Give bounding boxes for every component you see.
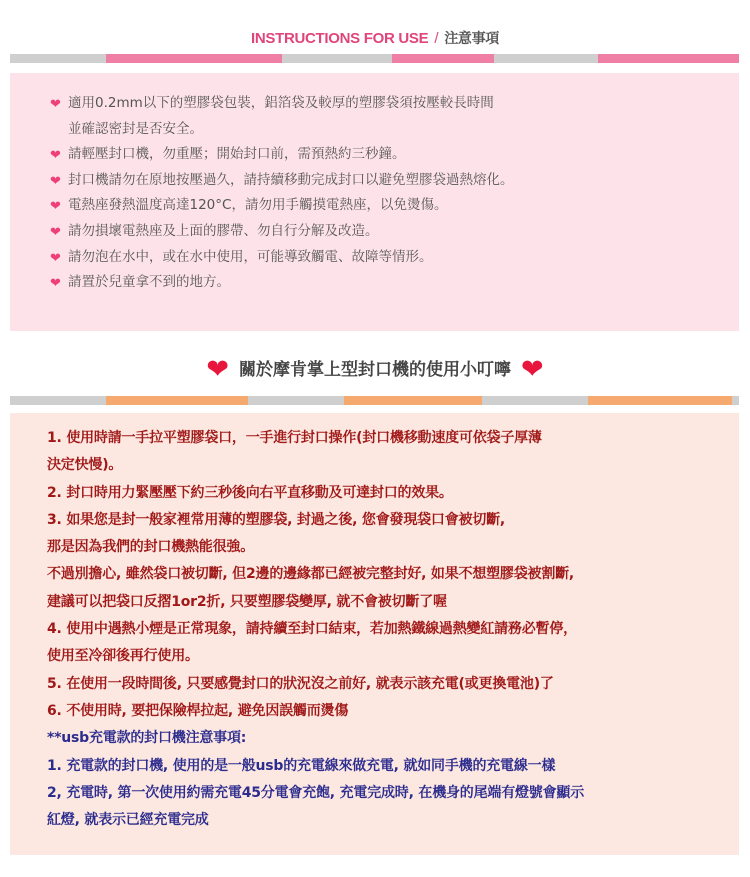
list-item xyxy=(50,270,739,296)
list-item xyxy=(50,91,739,117)
usage-tips-title-text: 關於摩肯掌上型封口機的使用小叮嚀 xyxy=(239,360,511,380)
instructions-list xyxy=(10,73,739,296)
list-item-text: 請輕壓封口機，勿重壓；開始封口前，需預熱約三秒鐘。 xyxy=(68,146,406,163)
list-item-text: 封口機請勿在原地按壓過久，請持續移動完成封口以避免塑膠袋過熱熔化。 xyxy=(68,171,514,188)
tip-line: 3. 如果您是封一般家裡常用薄的塑膠袋, 封過之後, 您會發現袋口會被切斷, xyxy=(47,511,506,528)
title-english: INSTRUCTIONS FOR USE xyxy=(250,30,429,47)
stripe-segment xyxy=(588,396,732,405)
stripe-segment xyxy=(344,396,482,405)
title-chinese: 注意事項 xyxy=(444,31,500,47)
tip-line: 2. 封口時用力緊壓壓下約三秒後向右平直移動及可達封口的效果。 xyxy=(47,484,453,501)
list-item-continuation xyxy=(50,117,739,143)
list-item xyxy=(50,168,739,194)
section2-divider-stripe xyxy=(10,396,739,405)
list-item-text: 適用0.2mm以下的塑膠袋包裝，鋁箔袋及較厚的塑膠袋須按壓較長時間 xyxy=(68,95,494,111)
section1-divider-stripe xyxy=(10,54,739,63)
stripe-segment xyxy=(732,396,739,405)
stripe-segment xyxy=(106,396,248,405)
tip-line: 決定快慢)。 xyxy=(47,457,123,474)
title-separator: / xyxy=(434,30,439,47)
list-item xyxy=(50,193,739,219)
heart-bullet-icon: ❤ xyxy=(50,250,61,266)
usb-note-line: 1. 充電款的封口機, 使用的是一般usb的充電線來做充電, 就如同手機的充電線一樣 xyxy=(47,757,556,774)
heart-bullet-icon: ❤ xyxy=(50,97,61,112)
stripe-segment xyxy=(392,54,494,63)
heart-bullet-icon: ❤ xyxy=(50,199,61,215)
list-item xyxy=(50,219,739,245)
stripe-segment xyxy=(10,396,106,405)
heart-bullet-icon: ❤ xyxy=(50,148,61,164)
list-item xyxy=(50,142,739,168)
usb-note-line: **usb充電款的封口機注意事項: xyxy=(47,730,247,747)
list-item-text: 請勿損壞電熱座及上面的膠帶、勿自行分解及改造。 xyxy=(68,222,379,239)
heart-icon: ❤ xyxy=(206,354,229,385)
tip-line: 不過別擔心, 雖然袋口被切斷, 但2邊的邊緣都已經被完整封好, 如果不想塑膠袋被割斷, xyxy=(47,566,575,583)
stripe-segment xyxy=(248,396,344,405)
stripe-segment xyxy=(494,54,598,63)
tip-line: 使用至冷卻後再行使用。 xyxy=(47,648,199,665)
usage-tips-title xyxy=(0,354,750,385)
list-item xyxy=(50,245,739,271)
tip-line: 那是因為我們的封口機熱能很強。 xyxy=(47,539,254,556)
tip-line: 建議可以把袋口反摺1or2折, 只要塑膠袋變厚, 就不會被切斷了喔 xyxy=(47,593,447,610)
stripe-segment xyxy=(598,54,739,63)
stripe-segment xyxy=(10,54,106,63)
stripe-segment xyxy=(282,54,392,63)
heart-icon: ❤ xyxy=(521,354,544,385)
list-item-text: 請勿泡在水中，或在水中使用，可能導致觸電、故障等情形。 xyxy=(68,248,433,265)
stripe-segment xyxy=(106,54,282,63)
heart-bullet-icon: ❤ xyxy=(50,173,61,189)
usage-tips-panel xyxy=(10,413,739,855)
usage-tips-lines xyxy=(10,413,739,834)
tip-line: 6. 不使用時, 要把保險桿拉起, 避免因誤觸而燙傷 xyxy=(47,702,349,719)
stripe-segment xyxy=(482,396,588,405)
list-item-text: 請置於兒童拿不到的地方。 xyxy=(68,274,230,291)
list-item-text: 電熱座發熱溫度高達120°C，請勿用手觸摸電熱座，以免燙傷。 xyxy=(68,197,448,214)
list-item-text: 並確認密封是否安全。 xyxy=(68,120,203,137)
tip-line: 4. 使用中遇熱小煙是正常現象，請持續至封口結束，若加熱鐵線過熱變紅請務必暫停， xyxy=(47,621,577,638)
tip-line: 5. 在使用一段時間後, 只要感覺封口的狀況沒之前好, 就表示該充電(或更換電池)了 xyxy=(47,675,554,692)
usb-note-line: 紅燈, 就表示已經充電完成 xyxy=(47,812,209,829)
tip-line: 1. 使用時請一手拉平塑膠袋口，一手進行封口操作(封口機移動速度可依袋子厚薄 xyxy=(47,430,542,446)
heart-bullet-icon: ❤ xyxy=(50,276,61,292)
heart-bullet-icon: ❤ xyxy=(50,224,61,240)
instructions-title xyxy=(0,28,750,48)
usb-note-line: 2, 充電時, 第一次使用約需充電45分電會充飽, 充電完成時, 在機身的尾端有燈號會顯示 xyxy=(47,784,584,801)
instructions-panel xyxy=(10,73,739,331)
